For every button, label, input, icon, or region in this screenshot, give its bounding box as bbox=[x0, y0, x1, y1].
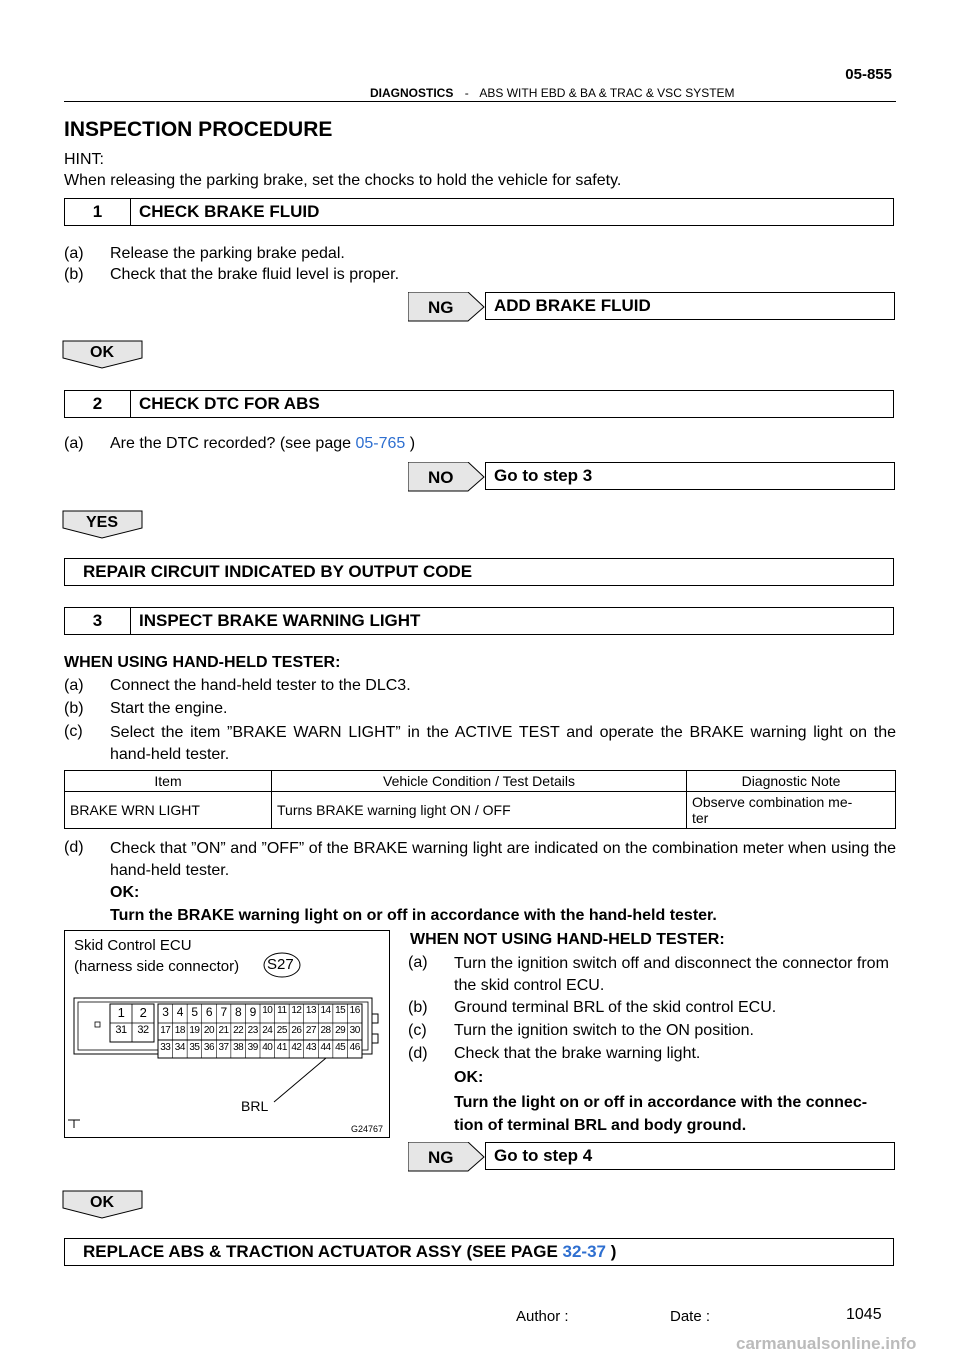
no-tester-item-b: (b) Ground terminal BRL of the skid control ECU. bbox=[408, 999, 777, 1016]
connector-pin-12: 12 bbox=[291, 1005, 302, 1016]
step-1-ng-action: ADD BRAKE FLUID bbox=[485, 292, 895, 320]
corner-mark bbox=[68, 1114, 75, 1128]
date-label: Date : bbox=[670, 1308, 711, 1325]
connector-pin-10: 10 bbox=[262, 1005, 273, 1016]
watermark: carmanualsonline.info bbox=[736, 1334, 917, 1353]
step-2-yes-label: YES bbox=[85, 514, 118, 531]
step-2-title: CHECK DTC FOR ABS bbox=[139, 394, 320, 413]
connector-pin-17: 17 bbox=[160, 1025, 171, 1036]
header-separator: - bbox=[464, 86, 469, 100]
connector-pin-29: 29 bbox=[335, 1025, 346, 1036]
connector-pin-30: 30 bbox=[349, 1025, 360, 1036]
running-header bbox=[370, 86, 735, 100]
connector-pin-18: 18 bbox=[174, 1025, 185, 1036]
terminal-label-brl: BRL bbox=[241, 1098, 269, 1114]
ok-text-1: Turn the BRAKE warning light on or off in accordance with the hand-held tester. bbox=[110, 907, 717, 924]
no-tester-item-a: (a) Turn the ignition switch off and disconnect the connector from the skid control ECU. bbox=[408, 954, 889, 994]
connector-pin-37: 37 bbox=[218, 1042, 229, 1053]
connector-pin-14: 14 bbox=[320, 1005, 331, 1016]
connector-pin-21: 21 bbox=[218, 1025, 229, 1036]
step-2-item-a: (a) Are the DTC recorded? (see page 05-765 ) bbox=[64, 435, 416, 452]
active-test-table bbox=[64, 770, 896, 829]
step-2-no-label: NO bbox=[428, 468, 454, 487]
connector-pin-23: 23 bbox=[247, 1025, 258, 1036]
link-05-765[interactable]: 05-765 bbox=[355, 435, 406, 452]
connector-pin-26: 26 bbox=[291, 1025, 302, 1036]
connector-pin-19: 19 bbox=[189, 1025, 200, 1036]
step-3-ok-label: OK bbox=[90, 1194, 114, 1211]
connector-pin-6: 6 bbox=[205, 1005, 213, 1019]
connector-pin-13: 13 bbox=[305, 1005, 317, 1016]
connector-pin-40: 40 bbox=[262, 1042, 273, 1053]
step-3-item-a: (a) Connect the hand-held tester to the DLC3. bbox=[64, 677, 411, 694]
step-3-item-d: (d) Check that ”ON” and ”OFF” of the BRAKE warning light are indicated on the combination meter when using the hand-held tester. bbox=[64, 839, 896, 879]
connector-pin-42: 42 bbox=[291, 1042, 302, 1053]
step-3-ng-action: Go to step 4 bbox=[485, 1142, 895, 1170]
hint-text: When releasing the parking brake, set the chocks to hold the vehicle for safety. bbox=[64, 172, 622, 189]
connector-pin-38: 38 bbox=[233, 1042, 244, 1053]
connector-pin-5: 5 bbox=[191, 1005, 198, 1019]
connector-pin-31: 31 bbox=[115, 1024, 127, 1036]
connector-pin-41: 41 bbox=[276, 1042, 287, 1053]
connector-pin-3: 3 bbox=[162, 1005, 169, 1019]
step-1-item-a: (a) Release the parking brake pedal. bbox=[64, 245, 345, 262]
connector-pin-28: 28 bbox=[320, 1025, 331, 1036]
step-3-title: INSPECT BRAKE WARNING LIGHT bbox=[139, 611, 421, 630]
connector-pin-4: 4 bbox=[176, 1005, 183, 1019]
step-1-box bbox=[64, 198, 894, 226]
replace-actuator-box: REPLACE ABS & TRACTION ACTUATOR ASSY (SEE PAGE 32-37 ) bbox=[64, 1238, 894, 1266]
hint-label: HINT: bbox=[64, 151, 104, 168]
ok-heading-1: OK: bbox=[110, 884, 140, 901]
table-header-row: Item Vehicle Condition / Test Details Diagnostic Note bbox=[65, 771, 896, 792]
figure-id: G24767 bbox=[351, 1124, 384, 1134]
step-1-ng-label: NG bbox=[428, 298, 454, 317]
header-rule bbox=[64, 101, 896, 102]
header-section: DIAGNOSTICS bbox=[370, 86, 454, 100]
repair-circuit-box: REPAIR CIRCUIT INDICATED BY OUTPUT CODE bbox=[64, 558, 894, 586]
connector-pin-46: 46 bbox=[349, 1042, 360, 1053]
tester-heading: WHEN USING HAND-HELD TESTER: bbox=[64, 654, 341, 671]
step-2-box bbox=[64, 390, 894, 418]
link-32-37[interactable]: 32-37 bbox=[562, 1242, 606, 1261]
connector-pin-2: 2 bbox=[139, 1005, 147, 1020]
footer-page-number: 1045 bbox=[846, 1306, 882, 1323]
connector-pin-8: 8 bbox=[235, 1005, 242, 1019]
connector-pin-35: 35 bbox=[189, 1042, 200, 1053]
step-3-item-b: (b) Start the engine. bbox=[64, 700, 228, 717]
connector-pin-22: 22 bbox=[233, 1025, 244, 1036]
connector-pin-25: 25 bbox=[276, 1025, 287, 1036]
table-row: BRAKE WRN LIGHT Turns BRAKE warning light ON / OFF Observe combination me- ter bbox=[65, 792, 896, 829]
page-number: 05-855 bbox=[845, 66, 892, 83]
author-label: Author : bbox=[516, 1308, 569, 1325]
connector-pin-39: 39 bbox=[247, 1042, 258, 1053]
step-1-number: 1 bbox=[65, 199, 131, 225]
connector-pin-16: 16 bbox=[349, 1005, 360, 1016]
step-3-item-c: (c) Select the item ”BRAKE WARN LIGHT” in the ACTIVE TEST and operate the BRAKE warning light on the hand-held tester. bbox=[64, 723, 896, 763]
no-tester-item-c: (c) Turn the ignition switch to the ON position. bbox=[408, 1022, 754, 1039]
connector-pin-34: 34 bbox=[174, 1042, 185, 1053]
connector-pin-24: 24 bbox=[262, 1025, 273, 1036]
step-1-item-b: (b) Check that the brake fluid level is proper. bbox=[64, 266, 400, 283]
connector-pin-7: 7 bbox=[220, 1005, 227, 1019]
step-2-no-action: Go to step 3 bbox=[485, 462, 895, 490]
step-3-number: 3 bbox=[65, 608, 131, 634]
figure-caption: Skid Control ECU (harness side connector) bbox=[74, 937, 240, 975]
step-1-title: CHECK BRAKE FLUID bbox=[139, 202, 320, 221]
connector-pin-33: 33 bbox=[160, 1042, 171, 1053]
connector-pin-15: 15 bbox=[335, 1005, 346, 1016]
no-tester-item-d: (d) Check that the brake warning light. bbox=[408, 1045, 701, 1062]
ok-text-2: Turn the light on or off in accordance with the connec-tion of terminal BRL and body ground. bbox=[454, 1094, 868, 1134]
step-3-box bbox=[64, 607, 894, 635]
connector-pin-27: 27 bbox=[305, 1025, 317, 1036]
step-3-ng-label: NG bbox=[428, 1148, 454, 1167]
no-tester-heading: WHEN NOT USING HAND-HELD TESTER: bbox=[410, 931, 725, 948]
step-2-number: 2 bbox=[65, 391, 131, 417]
page-title: INSPECTION PROCEDURE bbox=[64, 118, 333, 141]
header-subsection: ABS WITH EBD & BA & TRAC & VSC SYSTEM bbox=[479, 86, 735, 100]
connector-pin-11: 11 bbox=[277, 1005, 287, 1016]
connector-pin-36: 36 bbox=[203, 1042, 215, 1053]
ok-heading-2: OK: bbox=[454, 1069, 484, 1086]
connector-pin-9: 9 bbox=[249, 1005, 256, 1019]
connector-pin-44: 44 bbox=[320, 1042, 331, 1053]
connector-pin-43: 43 bbox=[305, 1042, 317, 1053]
step-1-ok-label: OK bbox=[90, 344, 114, 361]
connector-pin-45: 45 bbox=[335, 1042, 346, 1053]
connector-pin-1: 1 bbox=[117, 1005, 125, 1020]
connector-pin-32: 32 bbox=[137, 1024, 149, 1036]
connector-pin-20: 20 bbox=[203, 1025, 215, 1036]
connector-id-label: S27 bbox=[267, 956, 294, 973]
